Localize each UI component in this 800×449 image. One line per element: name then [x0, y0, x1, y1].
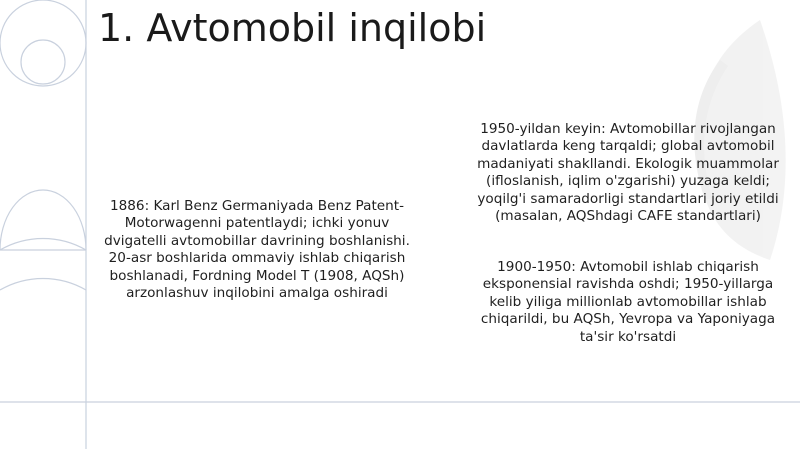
text-block-1900-1950: 1900-1950: Avtomobil ishlab chiqarish eksponensial ravishda oshdi; 1950-yillarga kelib yiliga millionlab avtomobillar ishlab chiqarildi, bu AQSh, Yevropa va Yaponiyaga ta'sir ko'rsatdi — [480, 259, 776, 345]
text-block-1950: 1950-yildan keyin: Avtomobillar rivojlangan davlatlarda keng tarqaldi; global avtomobil madaniyati shakllandi. Ekologik muammolar (ifloslanish, iqlim o'zgarishi) yuzaga keldi; yoqilg'i samaradorligi standartlari joriy etildi (masalan, AQShdagi CAFE standartlari) — [477, 121, 779, 225]
text-block-1886: 1886: Karl Benz Germaniyada Benz Patent-Motorwagenni patentlaydi; ichki yonuv dvigatelli avtomobillar davrining boshlanishi. 20-asr boshlarida ommaviy ishlab chiqarish boshlanadi, Fordning Model T (1908, AQSh) arzonlashuv inqilobini amalga oshiradi — [104, 198, 410, 302]
slide-title: 1. Avtomobil inqilobi — [98, 6, 487, 50]
